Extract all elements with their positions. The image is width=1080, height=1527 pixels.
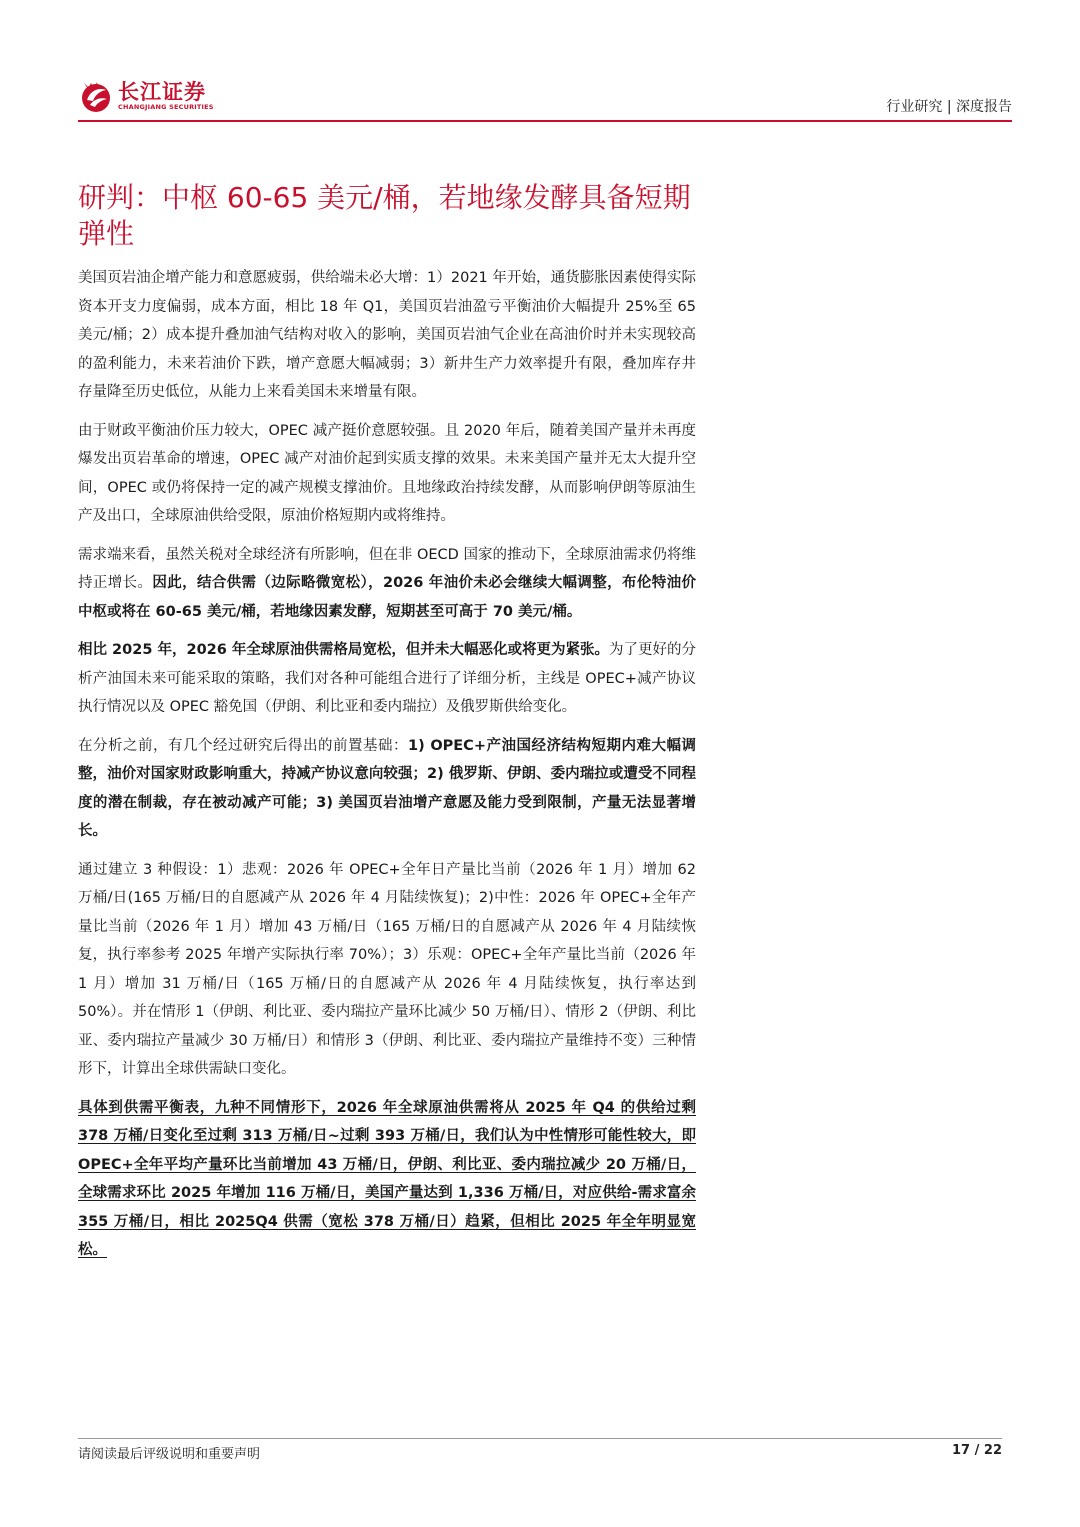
body-content — [78, 264, 696, 1275]
paragraph-opec: 由于财政平衡油价压力较大，OPEC 减产挺价意愿较强。且 2020 年后，随着美国产量并未再度爆发出页岩革命的增速，OPEC 减产对油价起到实质支撑的效果。未来美国产量并无太大提升空间，OPEC 或仍将保持一定的减产规模支撑油价。且地缘政治持续发酵，从而影响伊朗等原油生产及出口，全球原油供给受限，原油价格短期内或将维持。 — [78, 422, 696, 524]
footer-disclaimer: 请阅读最后评级说明和重要声明 — [78, 1447, 261, 1462]
paragraph-comparison-lead: 相比 2025 年，2026 年全球原油供需格局宽松，但并未大幅恶化或将更为紧张。 — [78, 642, 609, 658]
paragraph-balance-underlined: 具体到供需平衡表，九种不同情形下，2026 年全球原油供需将从 2025 年 Q4 的供给过剩 378 万桶/日变化至过剩 313 万桶/日~过剩 393 万桶/日，我们认为中性情形可能性较大，即 OPEC+全年平均产量环比当前增加 43 万桶/日，伊朗、利比亚、委内瑞拉减少 20 万桶/日，全球需求环比 2025 年增加 116 万桶/日，美国产量达到 1,336 万桶/日，对应供给-需求富余 355 万桶/日，相比 2025Q4 供需（宽松 378 万桶/日）趋紧，但相比 2025 年全年明显宽松。 — [78, 1099, 696, 1258]
paragraph-premises — [78, 732, 696, 846]
logo-chinese-name: 长江证券 — [118, 80, 206, 104]
paragraph-scenarios: 通过建立 3 种假设：1）悲观：2026 年 OPEC+全年日产量比当前（2026 年 1 月）增加 62 万桶/日(165 万桶/日的自愿减产从 2026 年 4 月陆续恢复)；2)中性：2026 年 OPEC+全年产量比当前（2026 年 1 月）增加 43 万桶/日（165 万桶/日的自愿减产从 2026 年 4 月陆续恢复，执行率参考 2025 年增产实际执行率 70%）；3）乐观：OPEC+全年产量比当前（2026 年 1 月）增加 31 万桶/日（165 万桶/日的自愿减产从 2026 年 4 月陆续恢复，执行率达到 50%）。并在情形 1（伊朗、利比亚、委内瑞拉产量环比减少 50 万桶/日）、情形 2（伊朗、利比亚、委内瑞拉产量减少 30 万桶/日）和情形 3（伊朗、利比亚、委内瑞拉产量维持不变）三种情形下，计算出全球供需缺口变化。 — [78, 861, 696, 1077]
paragraph-balance-conclusion — [78, 1094, 696, 1265]
paragraph-demand — [78, 541, 696, 627]
page-header — [78, 76, 1012, 122]
report-category: 行业研究 | 深度报告 — [886, 99, 1012, 115]
header-divider — [78, 120, 1012, 122]
paragraph-premises-list: 1) OPEC+产油国经济结构短期内难大幅调整，油价对国家财政影响重大，持减产协议意向较强；2) 俄罗斯、伊朗、委内瑞拉或遭受不同程度的潜在制裁，存在被动减产可能；3) 美国页岩油增产意愿及能力受到限制，产量无法显著增长。 — [78, 737, 696, 839]
page-number: 17 / 22 — [952, 1443, 1002, 1458]
section-title: 研判：中枢 60-65 美元/桶，若地缘发酵具备短期弹性 — [78, 181, 691, 250]
company-logo — [78, 76, 214, 116]
paragraph-demand-conclusion: 因此，结合供需（边际略微宽松），2026 年油价未必会继续大幅调整，布伦特油价中枢或将在 60-65 美元/桶，若地缘因素发酵，短期甚至可高于 70 美元/桶。 — [78, 575, 696, 620]
paragraph-premises-lead: 在分析之前，有几个经过研究后得出的前置基础： — [78, 737, 409, 754]
paragraph-comparison — [78, 636, 696, 722]
paragraph-demand-text: 需求端来看，虽然关税对全球经济有所影响，但在非 OECD 国家的推动下，全球原油需求仍将维持正增长。 — [78, 546, 696, 591]
paragraph-supply-us: 美国页岩油企增产能力和意愿疲弱，供给端未必大增：1）2021 年开始，通货膨胀因素使得实际资本开支力度偏弱，成本方面，相比 18 年 Q1，美国页岩油盈亏平衡油价大幅提升 25%至 65 美元/桶；2）成本提升叠加油气结构对收入的影响，美国页岩油气企业在高油价时并未实现较高的盈利能力，未来若油价下跌，增产意愿大幅减弱；3）新井生产力效率提升有限，叠加库存井存量降至历史低位，从能力上来看美国未来增量有限。 — [78, 270, 696, 400]
logo-english-name: CHANGJIANG SECURITIES — [118, 103, 214, 111]
phoenix-logo-icon — [78, 77, 114, 115]
footer-divider — [78, 1438, 1002, 1439]
paragraph-comparison-text: 为了更好的分析产油国未来可能采取的策略，我们对各种可能组合进行了详细分析，主线是 OPEC+减产协议执行情况以及 OPEC 豁免国（伊朗、利比亚和委内瑞拉）及俄罗斯供给变化。 — [78, 642, 697, 715]
